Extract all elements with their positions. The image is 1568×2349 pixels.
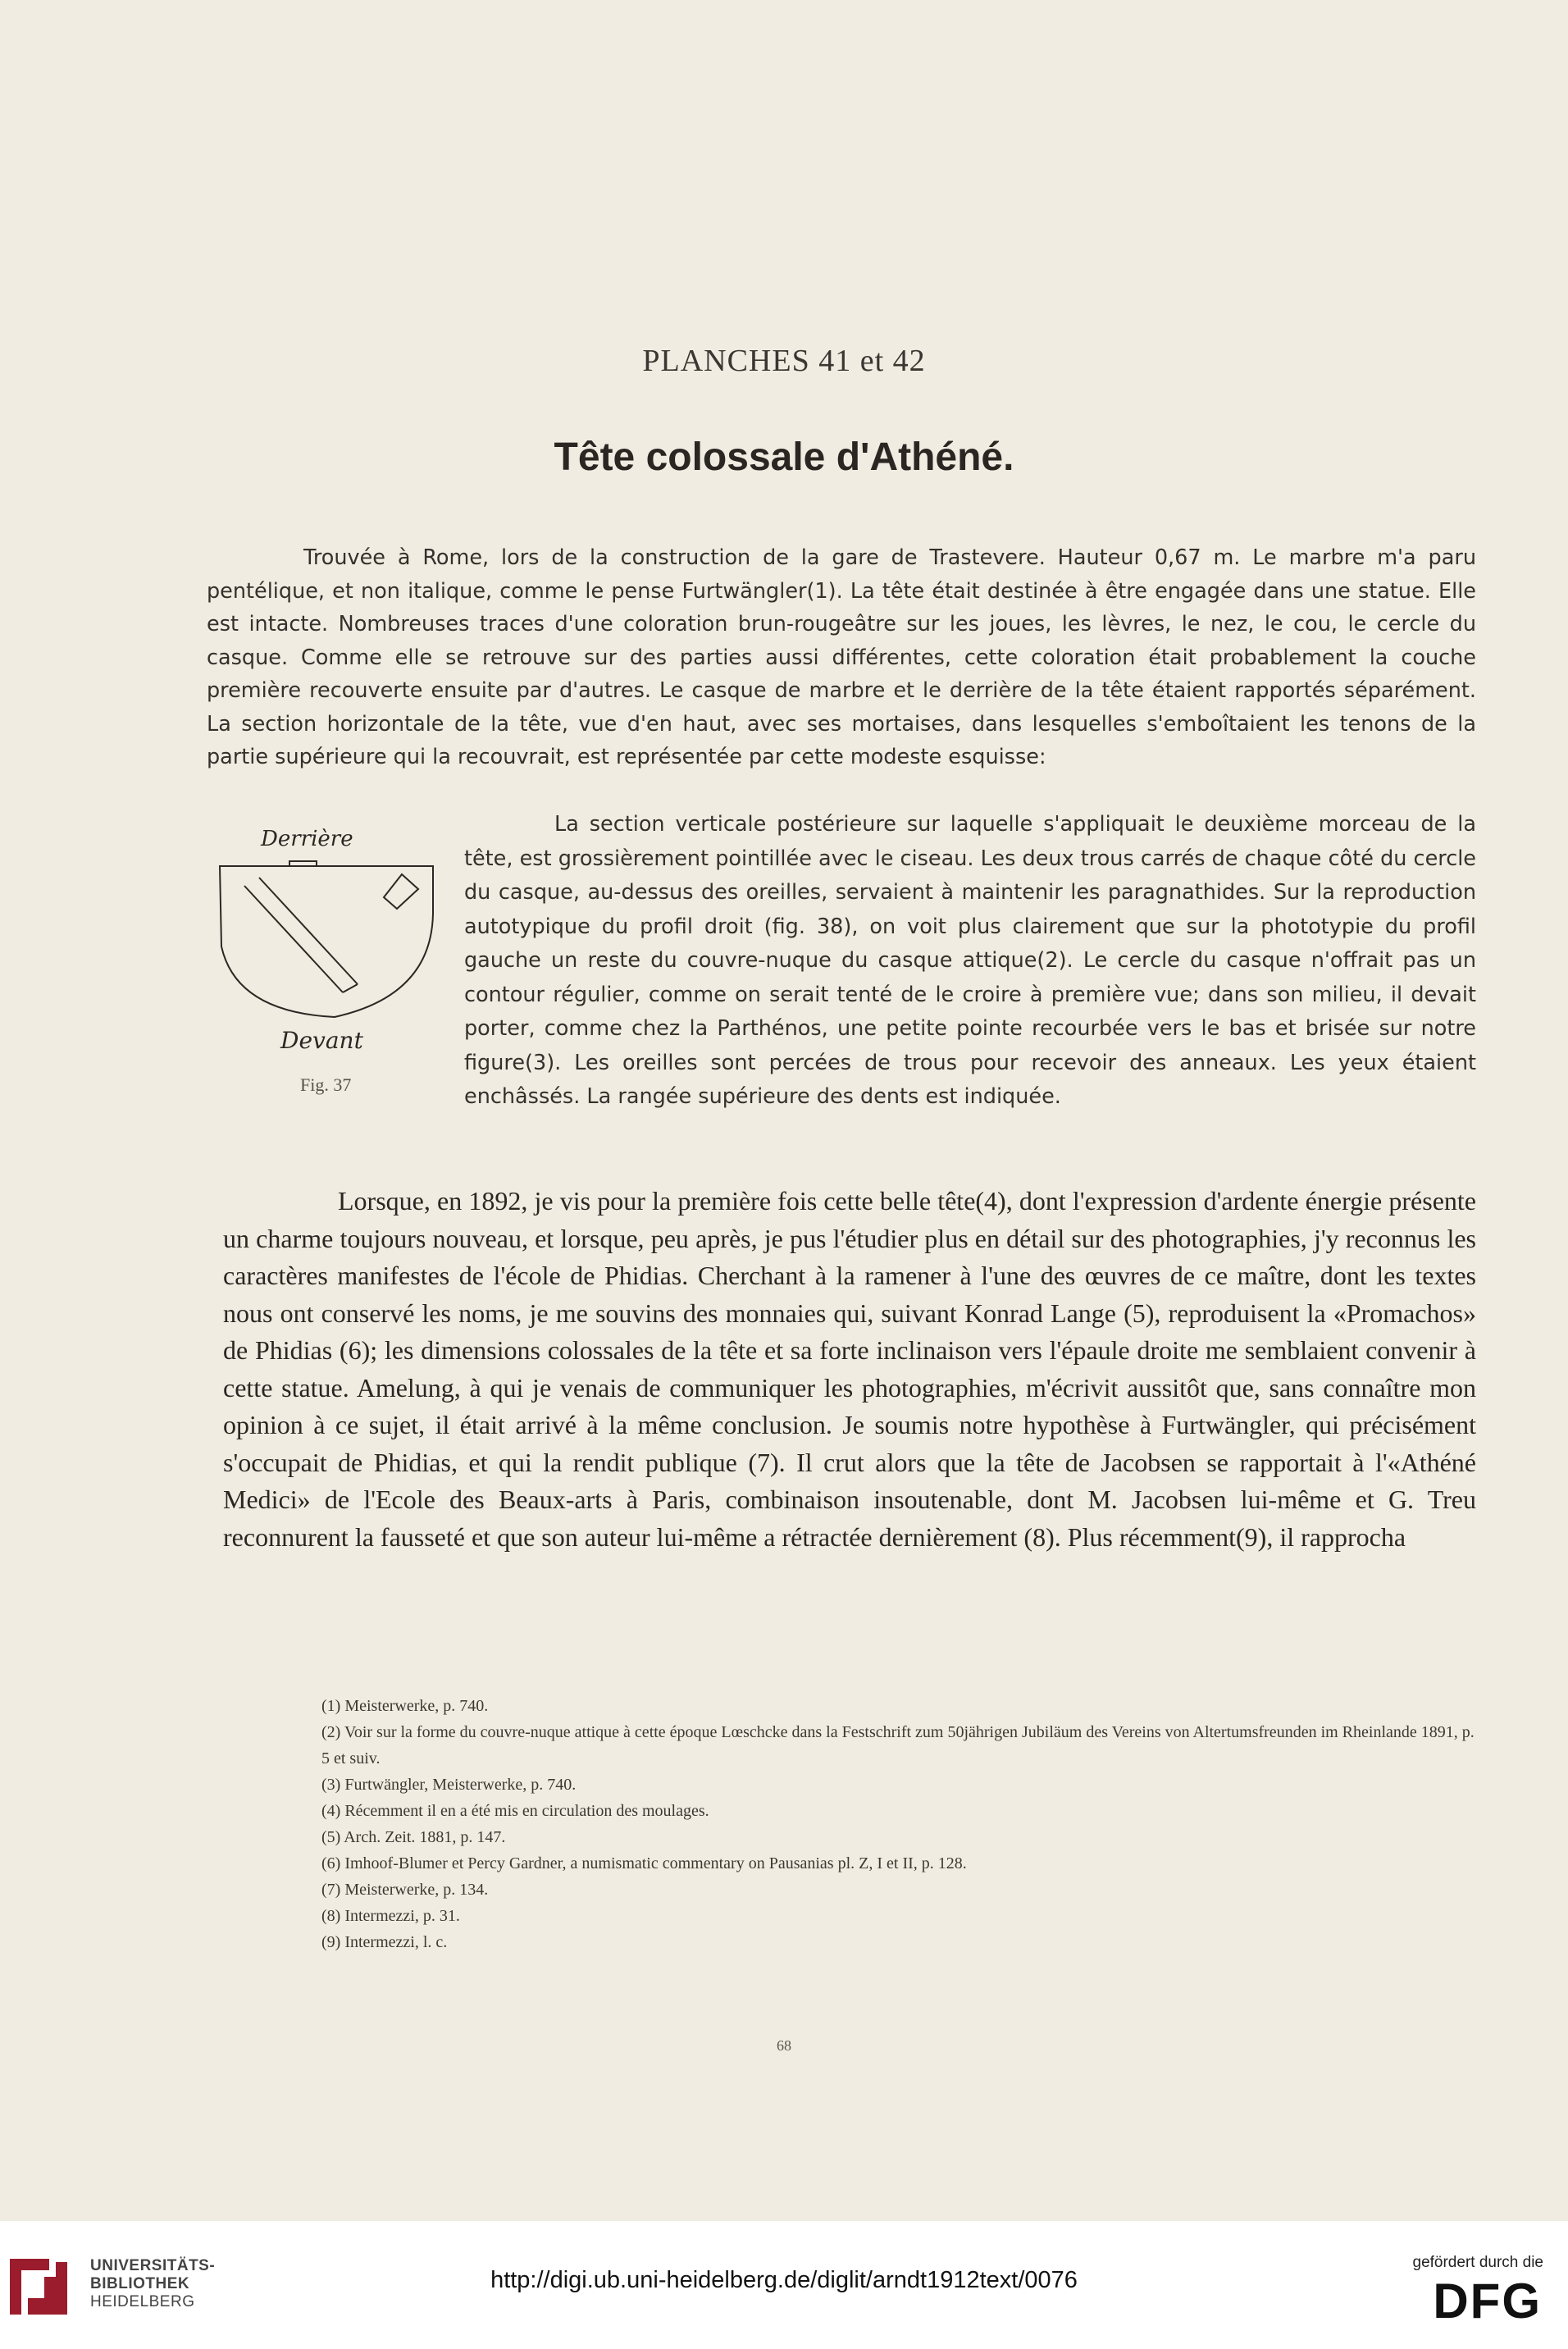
footnote-text: Imhoof-Blumer et Percy Gardner, a numismatic commentary on Pausanias pl. Z, I et II, p. 128. (344, 1854, 967, 1872)
footnote (321, 1719, 1476, 1772)
footnote-text: Intermezzi, l. c. (344, 1933, 448, 1951)
footnote-text: Meisterwerke, p. 134. (344, 1881, 489, 1899)
dfg-logo[interactable]: DFG (1433, 2274, 1542, 2328)
footnote (321, 1877, 1476, 1903)
footnote-text: Arch. Zeit. 1881, p. 147. (344, 1828, 506, 1846)
paragraph-section: La section verticale postérieure sur laquelle s'appliquait le deuxième morceau de la tête, est grossièrement pointillée avec le ciseau. Les deux trous carrés de chaque côté du cercle du casque, au-dessus des oreilles, servaient à maintenir les paragnathides. Sur la reproduction autotypique du profil droit (fig. 38), on voit plus clairement que sur la phototypie du profil gauche un reste du couvre-nuque du casque attique(2). Le cercle du casque n'offrait pas un contour régulier, comme on serait tenté de le croire à première vue; dans son milieu, il devait porter, comme chez la Parthénos, une petite pointe recourbée vers le bas et brisée sur notre figure(3). Les oreilles sont percées de trous pour recevoir des anneaux. Les yeux étaient enchâssés. La rangée supérieure des dents est indiquée. (464, 812, 1476, 1109)
footnote (321, 1850, 1476, 1877)
funding-label: gefördert durch die (1412, 2254, 1543, 2271)
figure-label-derriere: Derrière (261, 827, 353, 851)
footnote-number: (8) (321, 1907, 341, 1925)
running-head: PLANCHES 41 et 42 (642, 344, 926, 378)
footer-bar (0, 2221, 1568, 2349)
footnote-number: (2) (321, 1723, 341, 1741)
library-line-2: BIBLIOTHEK (90, 2275, 190, 2292)
paragraph-intro: Trouvée à Rome, lors de la construction de la gare de Trastevere. Hauteur 0,67 m. Le marbre m'a paru pentélique, et non italique, comme le pense Furtwängler(1). La tête était destinée à être engagée dans une statue. Elle est intacte. Nombreuses traces d'une coloration brun-rougeâtre sur les joues, les lèvres, le nez, le cou, le cercle du casque. Comme elle se retrouve sur des parties aussi différentes, cette coloration était probablement la couche première recouverte ensuite par d'autres. Le casque de marbre et le derrière de la tête étaient rapportés séparément. La section horizontale de la tête, vue d'en haut, avec ses mortaises, dans lesquelles s'emboîtaient les tenons de la partie supérieure qui la recouvrait, est représentée par cette modeste esquisse: (207, 545, 1476, 769)
footnote-text: Récemment il en a été mis en circulation des moulages. (344, 1802, 709, 1820)
footnote-number: (5) (321, 1828, 341, 1846)
footnote-number: (4) (321, 1802, 341, 1820)
library-line-1: UNIVERSITÄTS- (90, 2257, 216, 2274)
figure-label-devant: Devant (280, 1027, 363, 1054)
footnote-text: Voir sur la forme du couvre-nuque attique à cette époque Lœschcke dans la Festschrift zum 50jährigen Jubiläum des Vereins von Altertumsfreunden im Rheinlande 1891, p. 5 et suiv. (321, 1723, 1475, 1767)
library-line-3: HEIDELBERG (90, 2293, 195, 2310)
footnote-text: Meisterwerke, p. 740. (344, 1697, 489, 1715)
footnote-number: (7) (321, 1881, 341, 1899)
footnote (321, 1772, 1476, 1798)
footnote (321, 1798, 1476, 1824)
page-number: 68 (777, 2037, 791, 2054)
head-section-sketch (212, 856, 441, 1029)
footnote (321, 1903, 1476, 1929)
permalink-url[interactable]: http://digi.ub.uni-heidelberg.de/diglit/arndt1912text/0076 (490, 2267, 1078, 2293)
footnote (321, 1693, 1476, 1719)
footnotes (321, 1693, 1476, 1955)
page-title: Tête colossale d'Athéné. (554, 436, 1014, 479)
figure-37 (212, 820, 449, 1115)
footnote-number: (9) (321, 1933, 341, 1951)
footnote-number: (6) (321, 1854, 341, 1872)
footnote (321, 1929, 1476, 1955)
figure-caption: Fig. 37 (300, 1074, 352, 1095)
footnote-text: Furtwängler, Meisterwerke, p. 740. (344, 1776, 577, 1794)
footnote-number: (3) (321, 1776, 341, 1794)
footnote-text: Intermezzi, p. 31. (344, 1907, 460, 1925)
footnote (321, 1824, 1476, 1850)
footnote-number: (1) (321, 1697, 341, 1715)
paragraph-main: Lorsque, en 1892, je vis pour la première fois cette belle tête(4), dont l'expression d'ardente énergie présente un charme toujours nouveau, et lorsque, peu après, je pus l'étudier plus en détail sur des photographies, j'y reconnus les caractères manifestes de l'école de Phidias. Cherchant à la ramener à l'une des œuvres de ce maître, dont les textes nous ont conservé les noms, je me souvins des monnaies qui, suivant Konrad Lange (5), reproduisent la «Promachos» de Phidias (6); les dimensions colossales de la tête et sa forte inclinaison vers l'épaule droite me semblaient convenir à cette statue. Amelung, à qui je venais de communiquer les photographies, m'écrivit aussitôt que, sans connaître mon opinion à ce sujet, il était arrivé à la même conclusion. Je soumis notre hypothèse à Furtwängler, qui précisément s'occupait de Phidias, et qui la rendit publique (7). Il crut alors que la tête de Jacobsen se rapportait à l'«Athéné Medici» de l'Ecole des Beaux-arts à Paris, combinaison insoutenable, dont M. Jacobsen lui-même et G. Treu reconnurent la fausseté et que son auteur lui-même a rétractée dernièrement (8). Plus récemment(9), il rapprocha (223, 1186, 1476, 1552)
